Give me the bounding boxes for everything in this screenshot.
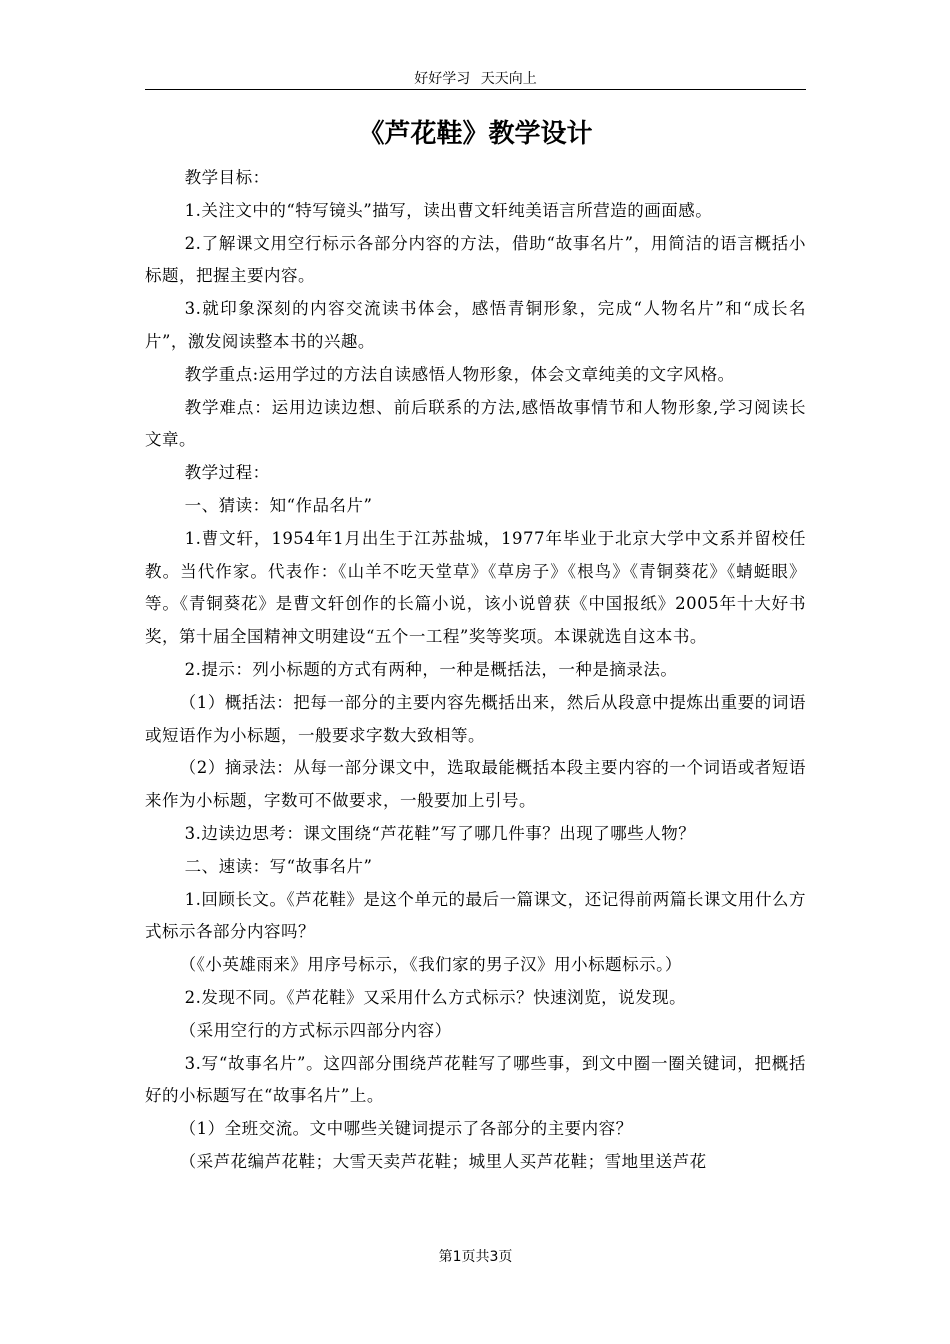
body-paragraph: 3.边读边思考：课文围绕“芦花鞋”写了哪几件事？出现了哪些人物？ — [184, 823, 696, 843]
section-heading-process: 教学过程： — [184, 463, 270, 483]
document-body — [145, 162, 806, 1179]
objective-item: 1.关注文中的“特写镜头”描写，读出曹文轩纯美语言所营造的画面感。 — [184, 200, 713, 220]
teaching-difficulty: 教学难点：运用边读边想、前后联系的方法,感悟故事情节和人物形象,学习阅读长文章。 — [145, 397, 806, 450]
page-number: 第1页共3页 — [438, 1249, 513, 1265]
teaching-focus: 教学重点:运用学过的方法自读感悟人物形象，体会文章纯美的文字风格。 — [184, 364, 735, 384]
body-paragraph: （采芦花编芦花鞋；大雪天卖芦花鞋；城里人买芦花鞋；雪地里送芦花 — [179, 1151, 707, 1171]
section-heading-objectives: 教学目标： — [184, 168, 270, 187]
body-paragraph: （1）全班交流。文中哪些关键词提示了各部分的主要内容？ — [179, 1119, 633, 1139]
body-paragraph: （《小英雄雨来》用序号标示，《我们家的男子汉》用小标题标示。） — [179, 955, 682, 975]
body-paragraph: 2.发现不同。《芦花鞋》又采用什么方式标示？快速浏览，说发现。 — [184, 987, 687, 1007]
objective-item: 3.就印象深刻的内容交流读书体会，感悟青铜形象，完成“人物名片”和“成长名片”，激发阅读整本书的兴趣。 — [145, 299, 806, 351]
page-header: 好好学习 天天向上 — [414, 71, 537, 87]
body-paragraph: 2.提示：列小标题的方式有两种，一种是概括法，一种是摘录法。 — [184, 659, 678, 679]
body-paragraph: （2）摘录法：从每一部分课文中，选取最能概括本段主要内容的一个词语或者短语来作为小标题，字数可不做要求，一般要加上引号。 — [145, 758, 806, 811]
body-paragraph: （采用空行的方式标示四部分内容） — [179, 1020, 452, 1040]
header-divider — [145, 89, 806, 90]
body-paragraph: （1）概括法：把每一部分的主要内容先概括出来，然后从段意中提炼出重要的词语或短语作为小标题，一般要求字数大致相等。 — [145, 692, 806, 745]
body-paragraph: 1.曹文轩，1954年1月出生于江苏盐城，1977年毕业于北京大学中文系并留校任教。当代作家。代表作：《山羊不吃天堂草》《草房子》《根鸟》《青铜葵花》《蜻蜓眼》等。《青铜葵花》是曹文轩创作的长篇小说，该小说曾获《中国报纸》2005年十大好书奖，第十届全国精神文明建设“五个一工程”奖等奖项。本课就选自这本书。 — [145, 528, 806, 647]
objective-item: 2.了解课文用空行标示各部分内容的方法，借助“故事名片”，用简洁的语言概括小标题，把握主要内容。 — [145, 233, 806, 286]
body-paragraph: 3.写“故事名片”。这四部分围绕芦花鞋写了哪些事，到文中圈一圈关键词，把概括好的小标题写在“故事名片”上。 — [145, 1053, 806, 1106]
document-title: 《芦花鞋》教学设计 — [358, 119, 593, 149]
step-heading: 一、猜读：知“作品名片” — [184, 495, 373, 515]
step-heading: 二、速读：写“故事名片” — [184, 856, 373, 876]
body-paragraph: 1.回顾长文。《芦花鞋》是这个单元的最后一篇课文，还记得前两篇长课文用什么方式标示各部分内容吗？ — [145, 889, 806, 942]
